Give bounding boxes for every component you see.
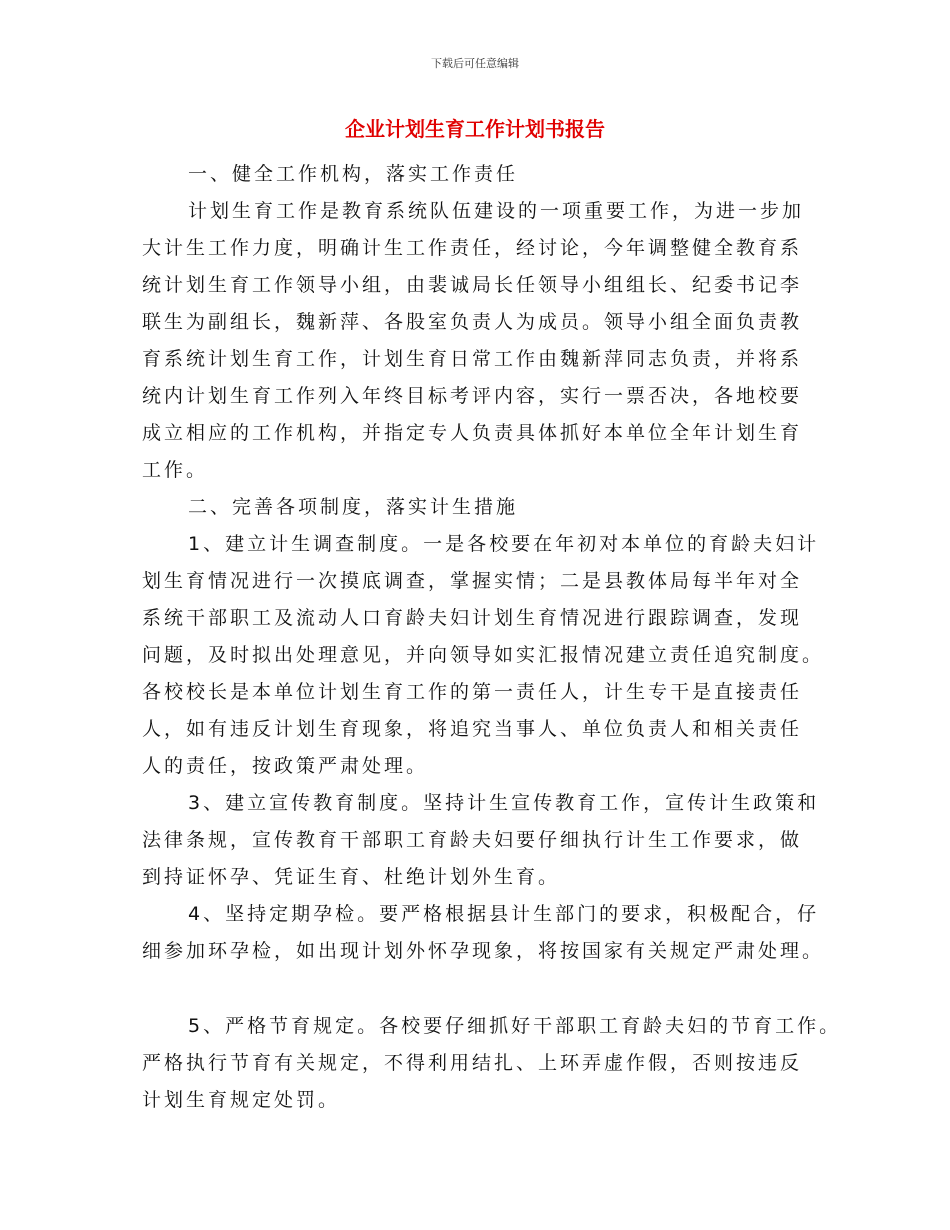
paragraph-line: 细参加环孕检，如出现计划外怀孕现象，将按国家有关规定严肃处理。 [142,940,825,962]
paragraph-line: 育系统计划生育工作，计划生育日常工作由魏新萍同志负责，并将系 [142,348,803,370]
paragraph-line: 系统干部职工及流动人口育龄夫妇计划生育情况进行跟踪调查，发现 [142,607,803,629]
paragraph-line: 联生为副组长，魏新萍、各股室负责人为成员。领导小组全面负责教 [142,311,803,333]
document-title: 企业计划生育工作计划书报告 [345,117,605,141]
paragraph-line: 统计划生育工作领导小组，由裴诚局长任领导小组组长、纪委书记李 [142,274,803,296]
paragraph-line: 问题，及时拟出处理意见，并向领导如实汇报情况建立责任追究制度。 [142,644,825,666]
section-heading-2: 二、完善各项制度，落实计生措施 [188,496,519,518]
paragraph-line: 人，如有违反计划生育现象，将追究当事人、单位负责人和相关责任 [142,718,803,740]
paragraph-line: 5、严格节育规定。各校要仔细抓好干部职工育龄夫妇的节育工作。 [188,1015,842,1037]
paragraph-line: 严格执行节育有关规定，不得利用结扎、上环弄虚作假，否则按违反 [142,1052,803,1074]
document-body-block-1 [142,156,825,970]
paragraph-line: 工作。 [142,459,209,481]
paragraph-line: 各校校长是本单位计划生育工作的第一责任人，计生专干是直接责任 [142,681,803,703]
paragraph-line: 成立相应的工作机构，并指定专人负责具体抓好本单位全年计划生育 [142,422,803,444]
section-heading-1: 一、健全工作机构，落实工作责任 [188,163,519,185]
header-note: 下载后可任意编辑 [431,57,519,70]
paragraph-line: 到持证怀孕、凭证生育、杜绝计划外生育。 [142,866,561,888]
paragraph-line: 4、坚持定期孕检。要严格根据县计生部门的要求，积极配合，仔 [188,903,820,925]
paragraph-line: 1、建立计生调查制度。一是各校要在年初对本单位的育龄夫妇计 [188,533,820,555]
paragraph-line: 划生育情况进行一次摸底调查，掌握实情；二是县教体局每半年对全 [142,570,803,592]
paragraph-line: 3、建立宣传教育制度。坚持计生宣传教育工作，宣传计生政策和 [188,792,820,814]
paragraph-line: 大计生工作力度，明确计生工作责任，经讨论，今年调整健全教育系 [142,237,803,259]
paragraph-line: 统内计划生育工作列入年终目标考评内容，实行一票否决，各地校要 [142,385,803,407]
document-body-block-2 [142,1008,842,1119]
paragraph-line: 法律条规，宣传教育干部职工育龄夫妇要仔细执行计生工作要求，做 [142,829,803,851]
paragraph-line: 计划生育规定处罚。 [142,1089,341,1111]
paragraph-line: 计划生育工作是教育系统队伍建设的一项重要工作，为进一步加 [188,200,805,222]
paragraph-line: 人的责任，按政策严肃处理。 [142,755,429,777]
